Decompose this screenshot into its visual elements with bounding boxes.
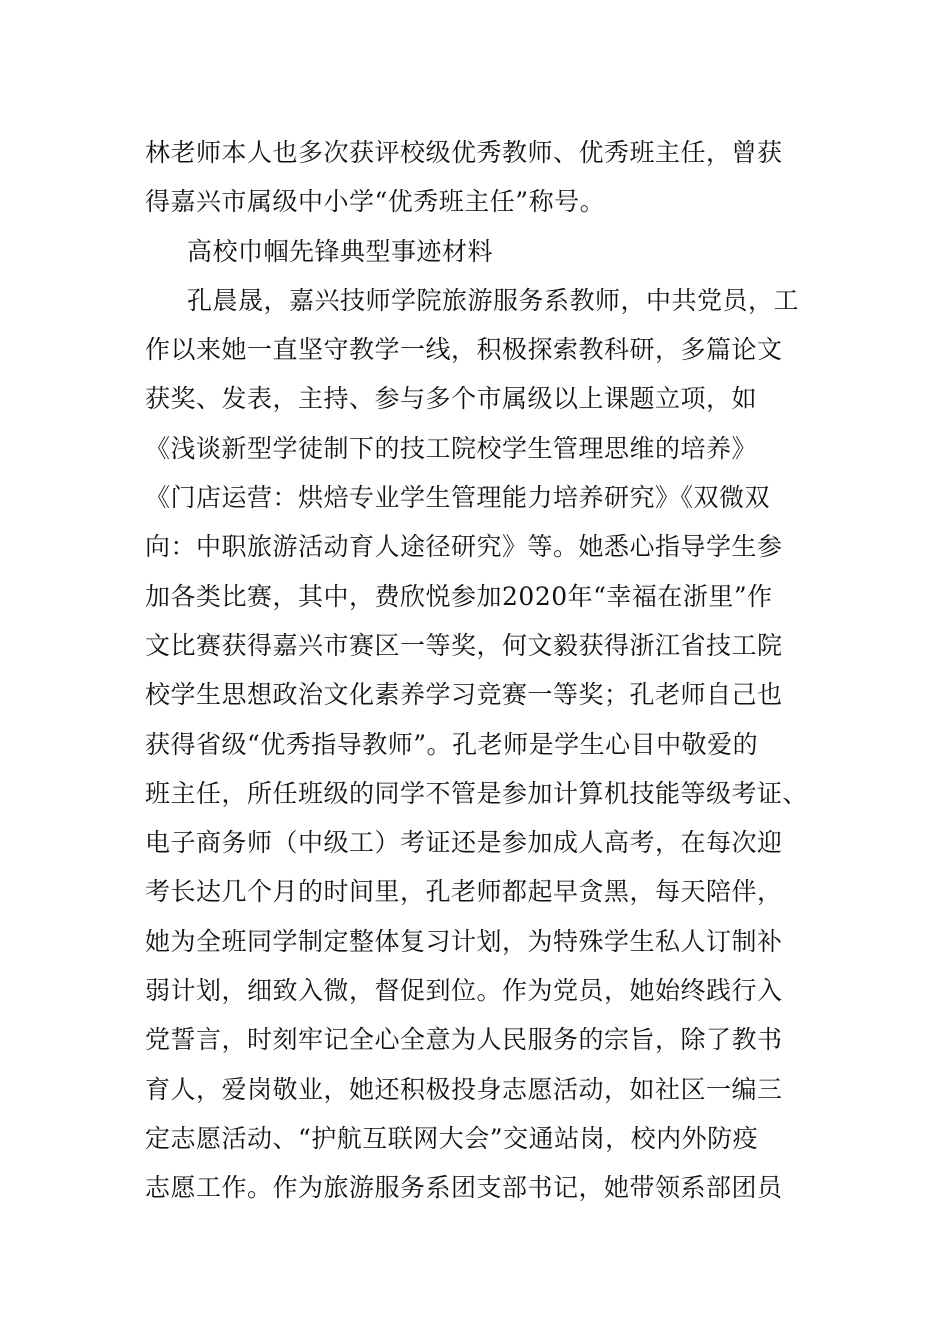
paragraph-line: 育人，爱岗敬业，她还积极投身志愿活动，如社区一编三 <box>145 1074 783 1104</box>
paragraph-line: 孔晨晟，嘉兴技师学院旅游服务系教师，中共党员，工 <box>187 285 800 315</box>
document-body <box>145 128 809 1213</box>
paragraph-line: 向：中职旅游活动育人途径研究》等。她悉心指导学生参 <box>145 532 783 562</box>
paragraph-line: 考长达几个月的时间里，孔老师都起早贪黑，每天陪伴， <box>145 877 783 907</box>
paragraph-line: 电子商务师（中级工）考证还是参加成人高考，在每次迎 <box>145 828 783 858</box>
paragraph-line: 得嘉兴市属级中小学“优秀班主任”称号。 <box>145 187 606 217</box>
paragraph-line: 《门店运营：烘焙专业学生管理能力培养研究》《双微双 <box>145 483 771 513</box>
paragraph-line: 她为全班同学制定整体复习计划，为特殊学生私人订制补 <box>145 926 783 956</box>
section-heading: 高校巾帼先锋典型事迹材料 <box>187 236 494 266</box>
paragraph-line: 作以来她一直坚守教学一线，积极探索教科研，多篇论文 <box>145 335 783 365</box>
paragraph-line: 定志愿活动、“护航互联网大会”交通站岗，校内外防疫 <box>145 1123 759 1153</box>
paragraph-line: 获奖、发表，主持、参与多个市属级以上课题立项，如 <box>145 384 758 414</box>
paragraph-line: 文比赛获得嘉兴市赛区一等奖，何文毅获得浙江省技工院 <box>145 630 783 660</box>
paragraph-line: 《浅谈新型学徒制下的技工院校学生管理思维的培养》 <box>145 433 758 463</box>
paragraph-line: 志愿工作。作为旅游服务系团支部书记，她带领系部团员 <box>145 1173 783 1203</box>
paragraph-line: 党誓言，时刻牢记全心全意为人民服务的宗旨，除了教书 <box>145 1025 783 1055</box>
paragraph-line: 校学生思想政治文化素养学习竞赛一等奖；孔老师自己也 <box>145 680 783 710</box>
paragraph-line: 获得省级“优秀指导教师”。孔老师是学生心目中敬爱的 <box>145 729 759 759</box>
paragraph-line: 班主任，所任班级的同学不管是参加计算机技能等级考证、 <box>145 778 809 808</box>
paragraph-line: 林老师本人也多次获评校级优秀教师、优秀班主任，曾获 <box>145 138 783 167</box>
paragraph-line: 弱计划，细致入微，督促到位。作为党员，她始终践行入 <box>145 976 783 1006</box>
paragraph-line: 加各类比赛，其中，费欣悦参加2020年“幸福在浙里”作 <box>145 581 773 611</box>
